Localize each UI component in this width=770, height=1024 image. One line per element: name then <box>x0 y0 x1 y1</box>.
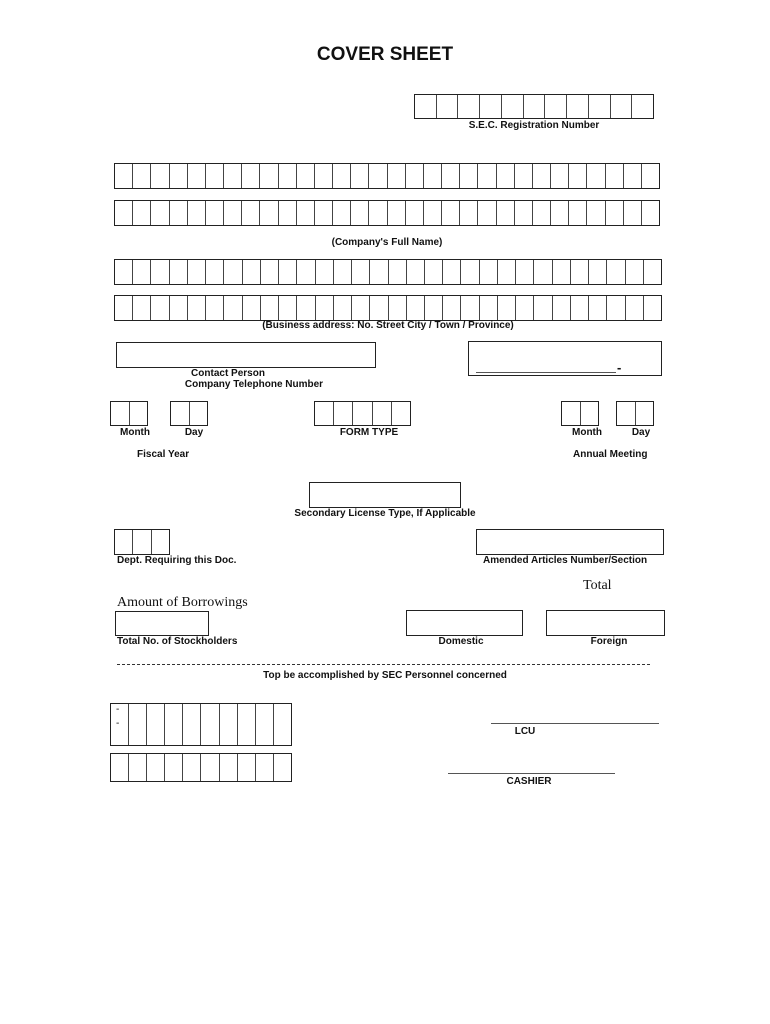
input-cell[interactable] <box>151 201 169 225</box>
input-cell[interactable] <box>115 201 133 225</box>
input-cell[interactable] <box>567 95 589 118</box>
total-label: Total <box>583 578 612 593</box>
input-cell[interactable] <box>581 402 599 425</box>
input-cell[interactable] <box>553 296 571 320</box>
input-cell[interactable] <box>644 260 661 284</box>
fiscal-day-field[interactable] <box>170 401 208 426</box>
input-cell[interactable] <box>111 704 129 745</box>
input-cell[interactable] <box>151 260 169 284</box>
input-cell[interactable] <box>170 260 188 284</box>
sec-personnel-label: Top be accomplished by SEC Personnel concerned <box>263 670 507 681</box>
input-cell[interactable] <box>606 164 624 188</box>
input-cell[interactable] <box>607 260 625 284</box>
input-cell[interactable] <box>642 201 659 225</box>
input-cell[interactable] <box>170 201 188 225</box>
input-cell[interactable] <box>133 296 151 320</box>
input-cell[interactable] <box>373 402 392 425</box>
stockholders-field[interactable] <box>115 611 209 636</box>
input-cell[interactable] <box>424 201 442 225</box>
input-cell[interactable] <box>115 260 133 284</box>
input-cell[interactable] <box>243 260 261 284</box>
input-cell[interactable] <box>152 530 169 554</box>
input-cell[interactable] <box>611 95 633 118</box>
input-cell[interactable] <box>480 95 502 118</box>
input-cell[interactable] <box>224 296 242 320</box>
input-cell[interactable] <box>220 704 238 745</box>
input-cell[interactable] <box>478 201 496 225</box>
input-cell[interactable] <box>443 260 461 284</box>
company-name-row-2[interactable] <box>114 200 660 226</box>
fiscal-month-label: Month <box>120 427 150 438</box>
input-cell[interactable] <box>130 402 148 425</box>
input-cell[interactable] <box>133 201 151 225</box>
input-cell[interactable] <box>571 296 589 320</box>
input-cell[interactable] <box>480 296 498 320</box>
input-cell[interactable] <box>352 260 370 284</box>
input-cell[interactable] <box>415 95 437 118</box>
contact-person-label: Contact Person <box>191 368 265 379</box>
input-cell[interactable] <box>315 402 334 425</box>
input-cell[interactable] <box>220 754 238 781</box>
business-address-row-2[interactable] <box>114 295 662 321</box>
input-cell[interactable] <box>333 201 351 225</box>
annual-meeting-label: Annual Meeting <box>573 449 648 460</box>
foreign-label: Foreign <box>590 636 628 647</box>
fiscal-month-field[interactable] <box>110 401 148 426</box>
input-cell[interactable] <box>224 164 242 188</box>
input-cell[interactable] <box>392 402 410 425</box>
input-cell[interactable] <box>190 402 208 425</box>
input-cell[interactable] <box>261 260 279 284</box>
input-cell[interactable] <box>334 296 352 320</box>
domestic-field[interactable] <box>406 610 523 636</box>
telephone-separator: - <box>617 360 622 375</box>
sec-registration-number-field[interactable] <box>414 94 654 119</box>
input-cell[interactable] <box>545 95 567 118</box>
input-cell[interactable] <box>533 164 551 188</box>
contact-person-field[interactable] <box>116 342 376 368</box>
input-cell[interactable] <box>515 164 533 188</box>
input-cell[interactable] <box>425 260 443 284</box>
input-cell[interactable] <box>297 296 315 320</box>
input-cell[interactable] <box>279 201 297 225</box>
input-cell[interactable] <box>460 201 478 225</box>
input-cell[interactable] <box>279 164 297 188</box>
input-cell[interactable] <box>171 402 190 425</box>
input-cell[interactable] <box>443 296 461 320</box>
input-cell[interactable] <box>274 754 291 781</box>
input-cell[interactable] <box>351 164 369 188</box>
input-cell[interactable] <box>562 402 581 425</box>
secondary-license-label: Secondary License Type, If Applicable <box>294 508 476 519</box>
input-cell[interactable] <box>480 260 498 284</box>
input-cell[interactable] <box>607 296 625 320</box>
meeting-day-field[interactable] <box>616 401 654 426</box>
cashier-signature-line[interactable] <box>448 773 615 774</box>
input-cell[interactable] <box>224 260 242 284</box>
input-cell[interactable] <box>515 201 533 225</box>
dept-label: Dept. Requiring this Doc. <box>117 555 237 566</box>
cashier-label: CASHIER <box>506 776 552 787</box>
input-cell[interactable] <box>224 201 242 225</box>
meeting-month-field[interactable] <box>561 401 599 426</box>
input-cell[interactable] <box>352 296 370 320</box>
input-cell[interactable] <box>129 754 147 781</box>
input-cell[interactable] <box>442 201 460 225</box>
amended-articles-field[interactable] <box>476 529 664 555</box>
input-cell[interactable] <box>497 164 515 188</box>
input-cell[interactable] <box>297 164 315 188</box>
input-cell[interactable] <box>242 201 260 225</box>
input-cell[interactable] <box>458 95 480 118</box>
input-cell[interactable] <box>587 201 605 225</box>
input-cell[interactable] <box>316 260 334 284</box>
input-cell[interactable] <box>389 260 407 284</box>
input-cell[interactable] <box>437 95 459 118</box>
sec-registration-label: S.E.C. Registration Number <box>468 120 600 131</box>
input-cell[interactable] <box>369 164 387 188</box>
input-cell[interactable] <box>315 164 333 188</box>
dashed-separator <box>117 664 650 665</box>
input-cell[interactable] <box>516 260 534 284</box>
input-cell[interactable] <box>243 296 261 320</box>
input-cell[interactable] <box>351 201 369 225</box>
input-cell[interactable] <box>151 296 169 320</box>
dept-field[interactable] <box>114 529 170 555</box>
amount-of-borrowings-label: Amount of Borrowings <box>117 595 248 610</box>
input-cell[interactable] <box>115 296 133 320</box>
input-cell[interactable] <box>333 164 351 188</box>
input-cell[interactable] <box>636 402 654 425</box>
input-cell[interactable] <box>624 201 642 225</box>
input-cell[interactable] <box>315 201 333 225</box>
company-name-row-1[interactable] <box>114 163 660 189</box>
input-cell[interactable] <box>297 201 315 225</box>
lcu-signature-line[interactable] <box>491 723 659 724</box>
stockholders-label: Total No. of Stockholders <box>117 636 238 647</box>
input-cell[interactable] <box>617 402 636 425</box>
telephone-label: Company Telephone Number <box>184 379 324 390</box>
document-id-field[interactable] <box>110 753 292 782</box>
input-cell[interactable] <box>406 201 424 225</box>
telephone-underline <box>476 372 616 373</box>
input-cell[interactable] <box>260 164 278 188</box>
input-cell[interactable] <box>626 296 644 320</box>
form-type-label: FORM TYPE <box>339 427 399 438</box>
business-address-label: (Business address: No. Street City / Town / Province) <box>262 320 514 331</box>
input-cell[interactable] <box>369 201 387 225</box>
input-cell[interactable] <box>297 260 315 284</box>
input-cell[interactable] <box>133 530 151 554</box>
input-cell[interactable] <box>589 296 607 320</box>
input-cell[interactable] <box>165 704 183 745</box>
input-cell[interactable] <box>644 296 661 320</box>
input-cell[interactable] <box>279 260 297 284</box>
foreign-field[interactable] <box>546 610 665 636</box>
input-cell[interactable] <box>571 260 589 284</box>
input-cell[interactable] <box>334 402 353 425</box>
input-cell[interactable] <box>188 296 206 320</box>
file-number-dash-2: - <box>116 718 120 729</box>
input-cell[interactable] <box>425 296 443 320</box>
input-cell[interactable] <box>133 164 151 188</box>
input-cell[interactable] <box>206 260 224 284</box>
meeting-day-label: Day <box>631 427 651 438</box>
input-cell[interactable] <box>553 260 571 284</box>
secondary-license-field[interactable] <box>309 482 461 508</box>
company-name-label: (Company's Full Name) <box>331 237 443 248</box>
lcu-label: LCU <box>514 726 536 737</box>
input-cell[interactable] <box>206 164 224 188</box>
input-cell[interactable] <box>498 260 516 284</box>
input-cell[interactable] <box>424 164 442 188</box>
input-cell[interactable] <box>111 754 129 781</box>
input-cell[interactable] <box>626 260 644 284</box>
input-cell[interactable] <box>498 296 516 320</box>
input-cell[interactable] <box>533 201 551 225</box>
input-cell[interactable] <box>188 164 206 188</box>
input-cell[interactable] <box>183 754 201 781</box>
input-cell[interactable] <box>238 754 256 781</box>
input-cell[interactable] <box>147 704 165 745</box>
business-address-row-1[interactable] <box>114 259 662 285</box>
input-cell[interactable] <box>516 296 534 320</box>
input-cell[interactable] <box>133 260 151 284</box>
fiscal-year-label: Fiscal Year <box>137 449 190 460</box>
input-cell[interactable] <box>478 164 496 188</box>
input-cell[interactable] <box>534 260 552 284</box>
input-cell[interactable] <box>188 260 206 284</box>
input-cell[interactable] <box>147 754 165 781</box>
input-cell[interactable] <box>370 260 388 284</box>
input-cell[interactable] <box>188 201 206 225</box>
meeting-month-label: Month <box>572 427 602 438</box>
input-cell[interactable] <box>183 704 201 745</box>
input-cell[interactable] <box>115 530 133 554</box>
input-cell[interactable] <box>642 164 659 188</box>
amended-articles-label: Amended Articles Number/Section <box>483 555 648 566</box>
input-cell[interactable] <box>151 164 169 188</box>
input-cell[interactable] <box>632 95 653 118</box>
input-cell[interactable] <box>165 754 183 781</box>
input-cell[interactable] <box>201 704 219 745</box>
input-cell[interactable] <box>460 164 478 188</box>
input-cell[interactable] <box>407 296 425 320</box>
input-cell[interactable] <box>589 260 607 284</box>
input-cell[interactable] <box>274 704 291 745</box>
file-number-field[interactable] <box>110 703 292 746</box>
input-cell[interactable] <box>606 201 624 225</box>
input-cell[interactable] <box>551 164 569 188</box>
input-cell[interactable] <box>170 164 188 188</box>
input-cell[interactable] <box>238 704 256 745</box>
input-cell[interactable] <box>589 95 611 118</box>
file-number-dash-1: - <box>116 704 120 715</box>
input-cell[interactable] <box>388 164 406 188</box>
fiscal-day-label: Day <box>184 427 204 438</box>
input-cell[interactable] <box>256 704 274 745</box>
input-cell[interactable] <box>534 296 552 320</box>
input-cell[interactable] <box>279 296 297 320</box>
input-cell[interactable] <box>407 260 425 284</box>
input-cell[interactable] <box>388 201 406 225</box>
input-cell[interactable] <box>502 95 524 118</box>
input-cell[interactable] <box>569 201 587 225</box>
input-cell[interactable] <box>170 296 188 320</box>
input-cell[interactable] <box>587 164 605 188</box>
input-cell[interactable] <box>201 754 219 781</box>
input-cell[interactable] <box>551 201 569 225</box>
input-cell[interactable] <box>206 296 224 320</box>
input-cell[interactable] <box>316 296 334 320</box>
input-cell[interactable] <box>334 260 352 284</box>
input-cell[interactable] <box>406 164 424 188</box>
form-type-field[interactable] <box>314 401 411 426</box>
input-cell[interactable] <box>261 296 279 320</box>
input-cell[interactable] <box>524 95 546 118</box>
input-cell[interactable] <box>115 164 133 188</box>
telephone-field[interactable] <box>468 341 662 376</box>
input-cell[interactable] <box>389 296 407 320</box>
input-cell[interactable] <box>242 164 260 188</box>
input-cell[interactable] <box>111 402 130 425</box>
page-title: COVER SHEET <box>316 44 454 65</box>
input-cell[interactable] <box>353 402 372 425</box>
input-cell[interactable] <box>129 704 147 745</box>
input-cell[interactable] <box>624 164 642 188</box>
input-cell[interactable] <box>497 201 515 225</box>
domestic-label: Domestic <box>438 636 484 647</box>
input-cell[interactable] <box>461 296 479 320</box>
input-cell[interactable] <box>370 296 388 320</box>
input-cell[interactable] <box>256 754 274 781</box>
input-cell[interactable] <box>569 164 587 188</box>
input-cell[interactable] <box>260 201 278 225</box>
input-cell[interactable] <box>461 260 479 284</box>
input-cell[interactable] <box>442 164 460 188</box>
input-cell[interactable] <box>206 201 224 225</box>
